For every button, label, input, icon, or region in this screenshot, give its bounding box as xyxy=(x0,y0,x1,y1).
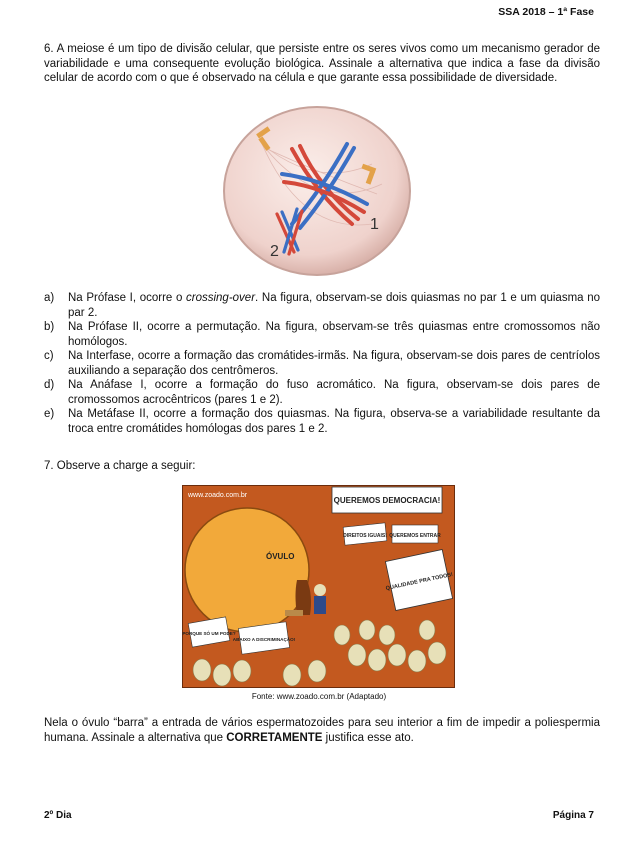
option-letter: e) xyxy=(44,408,55,420)
sign-qualidade-text: QUALIDADE PRA TODOS! xyxy=(385,571,454,593)
question-7-body-post: justifica esse ato. xyxy=(322,731,414,744)
option-text-pre: Na Prófase I, ocorre o xyxy=(68,292,186,304)
option-c xyxy=(44,349,600,378)
page-header: SSA 2018 – 1ª Fase xyxy=(498,6,594,18)
question-7-body-bold: CORRETAMENTE xyxy=(226,731,323,744)
sign-democracia-text: QUEREMOS DEMOCRACIA! xyxy=(333,496,441,505)
option-b xyxy=(44,320,600,349)
option-text: Na Interfase, ocorre a formação das cromátides-irmãs. Na figura, observam-se dois pares de centríolos auxiliando a separação dos centrômeros. xyxy=(68,350,600,377)
option-letter: d) xyxy=(44,379,55,391)
sign-direitos-text: DIREITOS IGUAIS! xyxy=(343,533,387,539)
option-text: Na Prófase II, ocorre a permutação. Na figura, observam-se três quiasmas entre cromossomos não homólogos. xyxy=(68,321,600,348)
option-text-italic: crossing-over xyxy=(186,292,256,304)
sign-porque-text: PORQUE SÓ UM PODE? xyxy=(182,631,236,636)
cartoon-figure xyxy=(182,485,455,688)
option-text: Na Anáfase I, ocorre a formação do fuso acromático. Na figura, observam-se dois pares de cromossomos acrocêntricos (pares 1 e 2). xyxy=(68,379,600,406)
guard xyxy=(314,596,326,614)
cartoon-site: www.zoado.com.br xyxy=(188,492,248,499)
option-text-post: . Na figura, observam-se dois quiasmas no par 1 e um quiasma no par 2. xyxy=(68,292,600,319)
sign-abaixo-text: ABAIXO A DISCRIMINAÇÃO! xyxy=(232,637,296,642)
question-7-title: 7. Observe a charge a seguir: xyxy=(44,460,196,472)
pair-2-label: 2 xyxy=(270,243,279,260)
cartoon-source: Fonte: www.zoado.com.br (Adaptado) xyxy=(251,692,387,701)
question-6-text: 6. A meiose é um tipo de divisão celular, que persiste entre os seres vivos como um mecanismo gerador de variabilidade e uma consequente evolução biológica. Assinale a alternativa que indica a fase da divisão celular de acordo com o que é observado na célula e que garante essa possibilidade de diversidade. xyxy=(44,43,600,84)
option-letter: a) xyxy=(44,292,55,304)
question-7-body-pre: Nela o óvulo “barra” a entrada de vários espermatozoides para seu interior a fim de impedir a poliespermia humana. Assinale a alternativa que xyxy=(44,717,600,744)
option-a xyxy=(44,291,600,320)
option-letter: c) xyxy=(44,350,54,362)
question-6-options xyxy=(44,291,600,436)
option-e xyxy=(44,407,600,436)
ovum-door xyxy=(296,580,312,615)
pair-1-label: 1 xyxy=(370,216,379,233)
ovulo-label: ÓVULO xyxy=(266,552,295,561)
option-text xyxy=(68,291,600,320)
option-letter: b) xyxy=(44,321,55,333)
footer-day: 2º Dia xyxy=(44,810,72,821)
footer-page-number: Página 7 xyxy=(552,810,594,821)
option-text: Na Metáfase II, ocorre a formação dos quiasmas. Na figura, observa-se a variabilidade resultante da troca entre cromátides homólogas dos pares 1 e 2. xyxy=(68,408,600,435)
question-7-body xyxy=(44,716,600,745)
option-d xyxy=(44,378,600,407)
sign-queremos-entrar-text: QUEREMOS ENTRAR xyxy=(389,533,441,539)
meiosis-cell-figure xyxy=(222,104,412,279)
